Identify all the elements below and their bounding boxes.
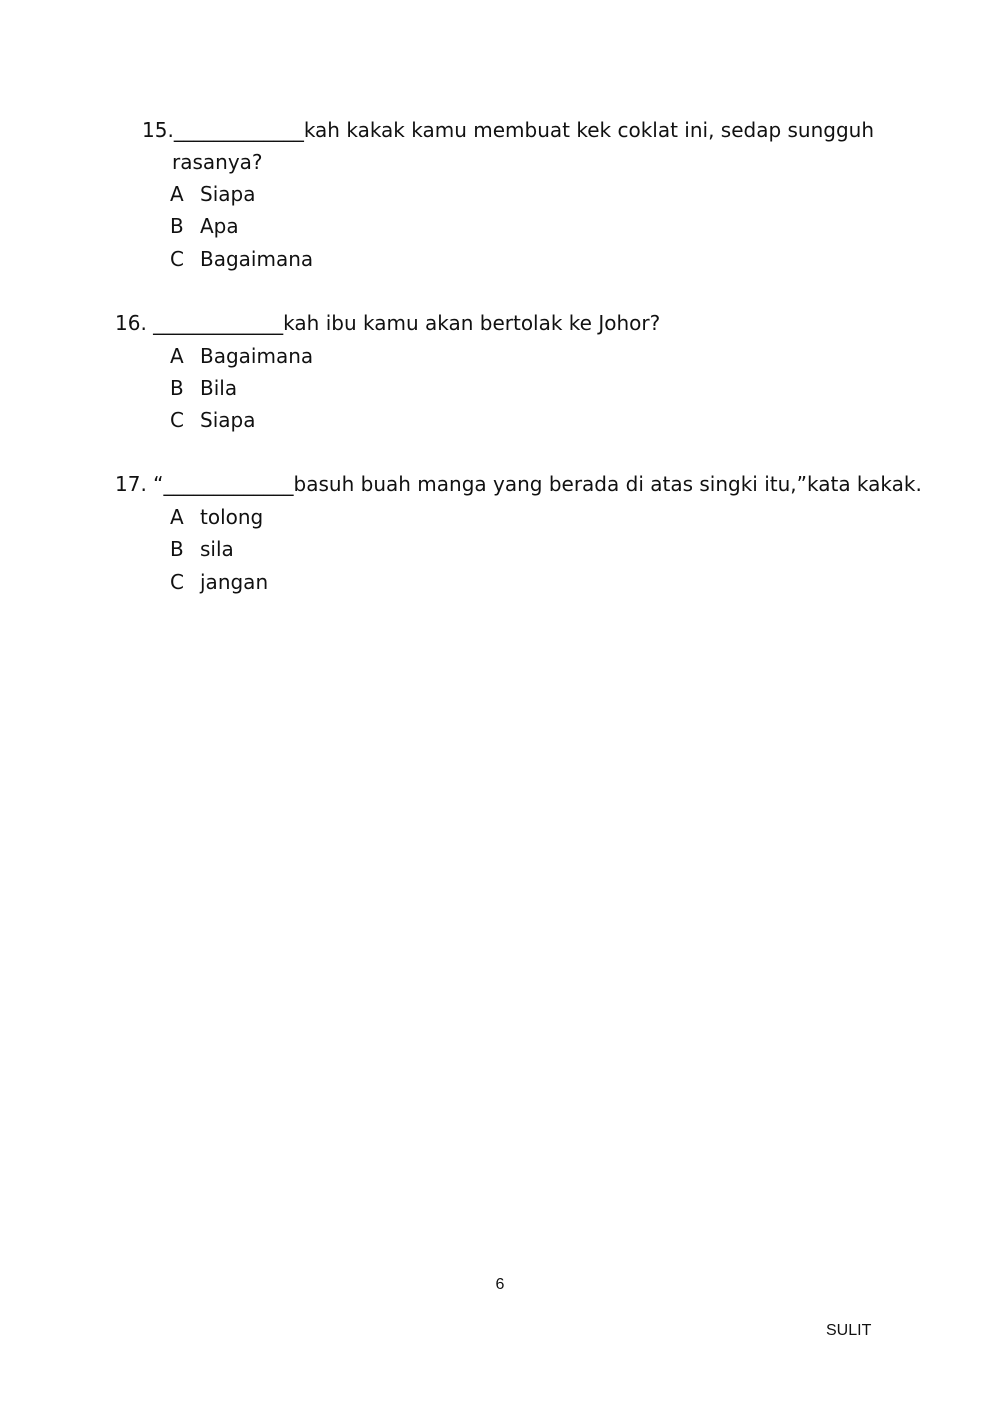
option-text: tolong xyxy=(200,505,264,529)
question-17-stem xyxy=(115,472,922,496)
option-text: sila xyxy=(200,537,234,561)
option-letter: A xyxy=(170,344,184,368)
option-text: Apa xyxy=(200,214,239,238)
answer-blank: _____________ xyxy=(153,311,284,335)
question-15-stem xyxy=(142,118,874,142)
question-text: kah kakak kamu membuat kek coklat ini, sedap sungguh xyxy=(303,118,875,142)
answer-blank: _____________ xyxy=(173,118,304,142)
option-text: Bila xyxy=(200,376,238,400)
answer-blank: _____________ xyxy=(163,472,294,496)
option-letter: B xyxy=(170,537,184,561)
open-quote: “ xyxy=(153,472,164,496)
option-letter: B xyxy=(170,214,184,238)
option-text: Siapa xyxy=(200,408,256,432)
option-text: Bagaimana xyxy=(200,247,314,271)
option-text: Siapa xyxy=(200,182,256,206)
option-letter: B xyxy=(170,376,184,400)
option-letter: A xyxy=(170,182,184,206)
option-letter: C xyxy=(170,408,184,432)
option-text: Bagaimana xyxy=(200,344,314,368)
option-text: jangan xyxy=(200,570,269,594)
classification-label: SULIT xyxy=(826,1322,872,1339)
question-15-stem-continued: rasanya? xyxy=(172,150,263,174)
question-number: 15. xyxy=(142,118,174,142)
question-number: 16. xyxy=(115,311,147,335)
question-text: basuh buah manga yang berada di atas singki itu,”kata kakak. xyxy=(293,472,922,496)
question-text: kah ibu kamu akan bertolak ke Johor? xyxy=(283,311,661,335)
page-number: 6 xyxy=(495,1276,505,1293)
option-letter: A xyxy=(170,505,184,529)
question-16-stem xyxy=(115,311,660,335)
option-letter: C xyxy=(170,570,184,594)
option-letter: C xyxy=(170,247,184,271)
question-number: 17. xyxy=(115,472,147,496)
